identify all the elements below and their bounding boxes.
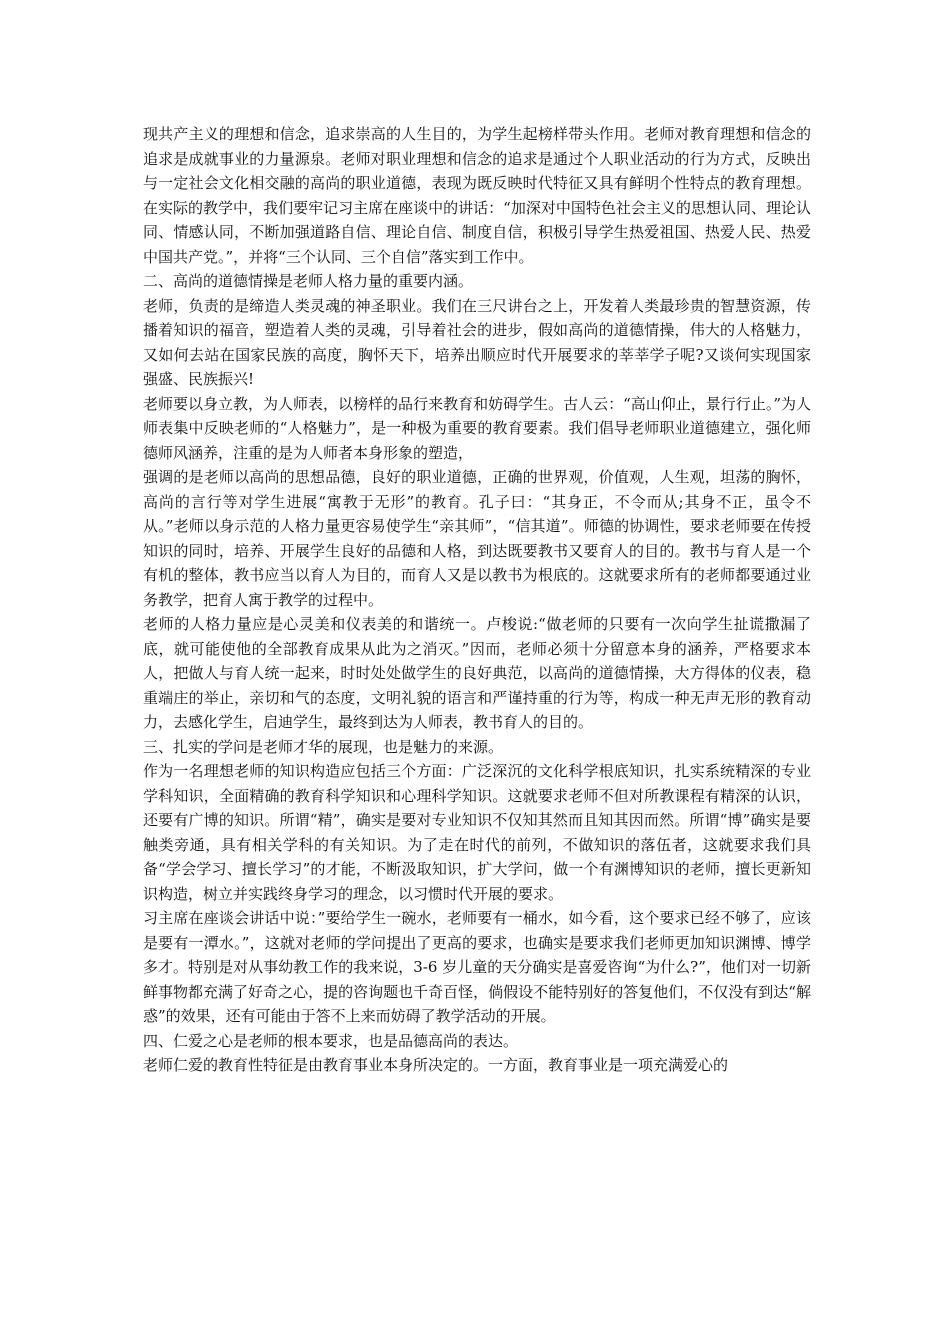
paragraph-moral-education: 强调的是老师以高尚的思想品德，良好的职业道德，正确的世界观，价值观，人生观，坦荡的胸怀，高尚的言行等对学生进展“寓教于无形”的教育。孔子曰：“其身正，不令而从;其身不正，虽令不从。”老师以身示范的人格力量更容易使学生“亲其师”，“信其道”。师德的协调性，要求老师要在传授知识的同时，培养、开展学生良好的品德和人格，到达既要教书又要育人的目的。教书与育人是一个有机的整体，教书应当以育人为目的，而育人又是以教书为根底的。这就要求所有的老师都要通过业务教学，把育人寓于教学的过程中。 <box>143 468 811 609</box>
paragraph-speech-quote: 习主席在座谈会讲话中说：”要给学生一碗水，老师要有一桶水，如今看，这个要求已经不够了，应该是要有一潭水。”，这就对老师的学问提出了更高的要求，也确实是要求我们老师更加知识渊博、博学多才。特别是对从事幼教工作的我来说，3-6 岁儿童的天分确实是喜爱咨询“为什么?”，他们对一切新鲜事物都充满了好奇之心，提的咨询题也千奇百怪，倘假设不能特别好的答复他们，不仅没有到达“解惑”的效果，还有可能由于答不上来而妨碍了教学活动的开展。 <box>143 909 811 1025</box>
section-heading-2: 二、高尚的道德情操是老师人格力量的重要内涵。 <box>143 272 474 290</box>
paragraph-teacher-mission: 老师，负责的是缔造人类灵魂的神圣职业。我们在三尺讲台之上，开发着人类最珍贵的智慧资源，传播着知识的福音，塑造着人类的灵魂，引导着社会的进步，假如高尚的道德情操，伟大的人格魅力，又如何去站在国家民族的高度，胸怀天下，培养出顺应时代开展要求的莘莘学子呢?又谈何实现国家强盛、民族振兴! <box>143 296 811 388</box>
section-heading-3: 三、扎实的学问是老师才华的展现，也是魅力的来源。 <box>143 737 504 756</box>
paragraph-personality-power: 老师的人格力量应是心灵美和仪表美的和谐统一。卢梭说:“做老师的只要有一次向学生扯谎撒漏了底，就可能使他的全部教育成果从此为之消灭。”因而，老师必须十分留意本身的涵养，严格要求本人，把做人与育人统一起来，时时处处做学生的良好典范，以高尚的道德情操，大方得体的仪表，稳重端庄的举止，亲切和气的态度，文明礼貌的语言和严谨持重的行为等，构成一种无声无形的教育动力，去感化学生，启迪学生，最终到达为人师表，教书育人的目的。 <box>143 615 811 731</box>
paragraph-role-model: 老师要以身立教，为人师表，以榜样的品行来教育和妨碍学生。古人云：“高山仰止，景行行止。”为人师表集中反映老师的“人格魅力”，是一种极为重要的教育要素。我们倡导老师职业道德建立，强化师德师风涵养，注重的是为人师者本身形象的塑造， <box>143 394 811 462</box>
paragraph-benevolence: 老师仁爱的教育性特征是由教育事业本身所决定的。一方面，教育事业是一项充满爱心的 <box>143 1056 729 1074</box>
section-heading-4: 四、仁爱之心是老师的根本要求，也是品德高尚的表达。 <box>143 1031 519 1050</box>
document-body <box>143 122 811 1078</box>
paragraph-knowledge-structure: 作为一名理想老师的知识构造应包括三个方面：广泛深沉的文化科学根底知识，扎实系统精深的专业学科知识，全面精确的教育科学知识和心理科学知识。这就要求老师不但对所教课程有精深的认识，还要有广博的知识。所谓“精”，确实是要对专业知识不仅知其然而且知其因而然。所谓“博”确实是要触类旁通，具有相关学科的有关知识。为了走在时代的前列，不做知识的落伍者，这就要求我们具备“学会学习、擅长学习”的才能，不断汲取知识，扩大学问，做一个有渊博知识的老师，擅长更新知识构造，树立并实践终身学习的理念，以习惯时代开展的要求。 <box>143 762 811 903</box>
paragraph-intro: 现共产主义的理想和信念，追求崇高的人生目的，为学生起榜样带头作用。老师对教育理想和信念的追求是成就事业的力量源泉。老师对职业理想和信念的追求是通过个人职业活动的行为方式，反映出与一定社会文化相交融的高尚的职业道德，表现为既反映时代特征又具有鲜明个性特点的教育理想。在实际的教学中，我们要牢记习主席在座谈中的讲话：“加深对中国特色社会主义的思想认同、理论认同、情感认同，不断加强道路自信、理论自信、制度自信，积极引导学生热爱祖国、热爱人民、热爱中国共产党。”，并将“三个认同、三个自信”落实到工作中。 <box>143 125 811 266</box>
